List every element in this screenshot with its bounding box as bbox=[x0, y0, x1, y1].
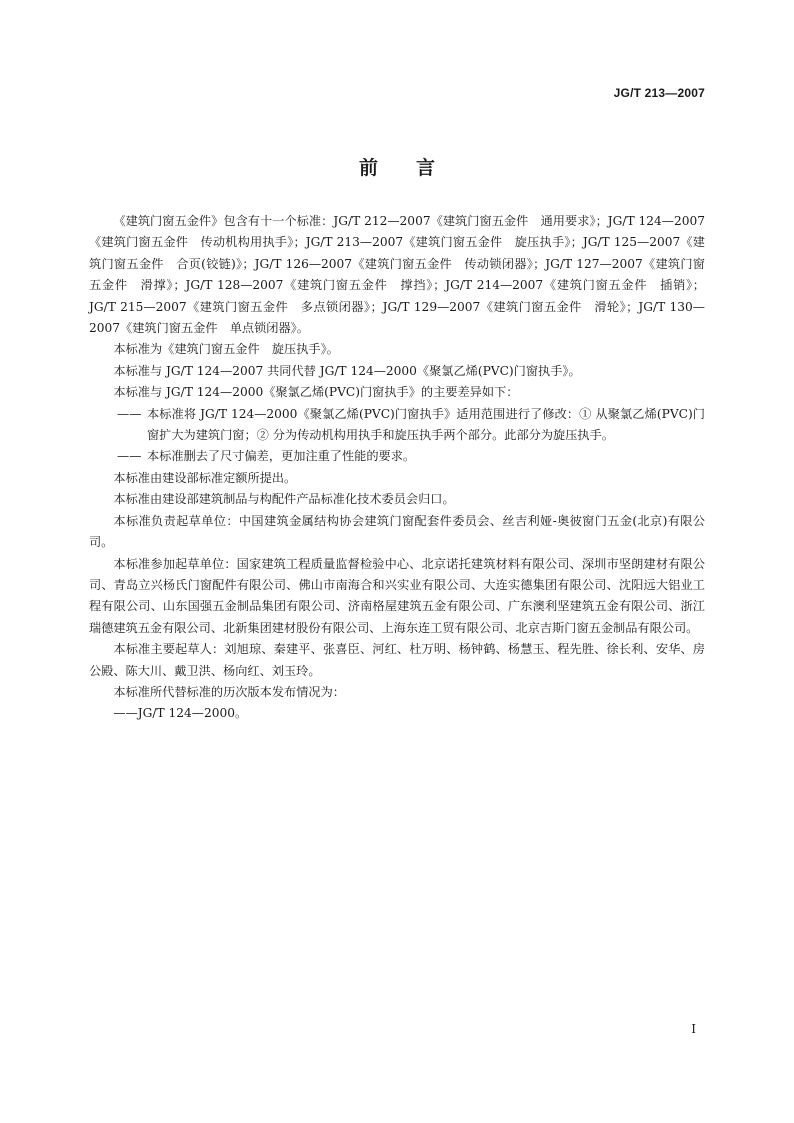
difference-item-text: 本标准将 JG/T 124—2000《聚氯乙烯(PVC)门窗执手》适用范围进行了修改：① 从聚氯乙烯(PVC)门窗扩大为建筑门窗；② 分为传动机构用执手和旋压执手两个部分。此部分为旋压执手。 bbox=[147, 406, 705, 443]
paragraph-participating-drafters: 本标准参加起草单位：国家建筑工程质量监督检验中心、北京诺托建筑材料有限公司、深圳市坚朗建材有限公司、青岛立兴杨氏门窗配件有限公司、佛山市南海合和兴实业有限公司、大连实德集团有限公司、沈阳远大铝业工程有限公司、山东国强五金制品集团有限公司、济南格屋建筑五金有限公司、广东澳利坚建筑五金有限公司、浙江瑞德建筑五金有限公司、北新集团建材股份有限公司、上海东连工贸有限公司、北京吉斯门窗五金制品有限公司。 bbox=[89, 556, 705, 635]
difference-item-scope bbox=[89, 404, 705, 447]
page-title bbox=[0, 153, 794, 180]
paragraph-differences-intro: 本标准与 JG/T 124—2000《聚氯乙烯(PVC)门窗执手》的主要差异如下： bbox=[113, 385, 519, 400]
paragraph-history-item: ——JG/T 124—2000。 bbox=[113, 706, 248, 721]
paragraph-proposed-by: 本标准由建设部标准定额所提出。 bbox=[113, 470, 297, 485]
difference-item-tolerance bbox=[89, 446, 705, 467]
difference-item-text: 本标准删去了尺寸偏差，更加注重了性能的要求。 bbox=[147, 449, 416, 464]
paragraph-lead-drafter: 本标准负责起草单位：中国建筑金属结构协会建筑门窗配套件委员会、丝吉利娅-奥彼窗门五金(北京)有限公司。 bbox=[89, 513, 705, 550]
dash-mark: —— bbox=[117, 449, 142, 464]
paragraph-managed-by: 本标准由建设部建筑制品与构配件产品标准化技术委员会归口。 bbox=[113, 492, 455, 507]
dash-mark: —— bbox=[117, 406, 142, 421]
paragraph-replacement: 本标准与 JG/T 124—2007 共同代替 JG/T 124—2000《聚氯乙烯(PVC)门窗执手》。 bbox=[113, 363, 581, 378]
foreword-body bbox=[89, 211, 705, 725]
page-number: I bbox=[691, 1022, 696, 1036]
title-char-2: 言 bbox=[416, 157, 436, 179]
paragraph-standards-list: 《建筑门窗五金件》包含有十一个标准：JG/T 212—2007《建筑门窗五金件 通用要求》；JG/T 124—2007《建筑门窗五金件 传动机构用执手》；JG/T 213—2007《建筑门窗五金件 旋压执手》；JG/T 125—2007《建筑门窗五金件 合页(铰链)》；JG/T 126—2007《建筑门窗五金件 传动锁闭器》；JG/T 127—2007《建筑门窗五金件 滑撑》；JG/T 128—2007《建筑门窗五金件 撑挡》；JG/T 214—2007《建筑门窗五金件 插销》；JG/T 215—2007《建筑门窗五金件 多点锁闭器》；JG/T 129—2007《建筑门窗五金件 滑轮》；JG/T 130—2007《建筑门窗五金件 单点锁闭器》。 bbox=[89, 214, 705, 336]
paragraph-main-drafters: 本标准主要起草人：刘旭琼、秦建平、张喜臣、河红、杜万明、杨钟鹤、杨慧玉、程先胜、徐长利、安华、房公殿、陈大川、戴卫洪、杨向红、刘玉玲。 bbox=[89, 642, 705, 678]
paragraph-history-intro: 本标准所代替标准的历次版本发布情况为： bbox=[113, 684, 345, 699]
title-char-1: 前 bbox=[358, 157, 378, 179]
standard-number: JG/T 213—2007 bbox=[613, 86, 705, 100]
paragraph-this-standard: 本标准为《建筑门窗五金件 旋压执手》。 bbox=[113, 342, 339, 357]
